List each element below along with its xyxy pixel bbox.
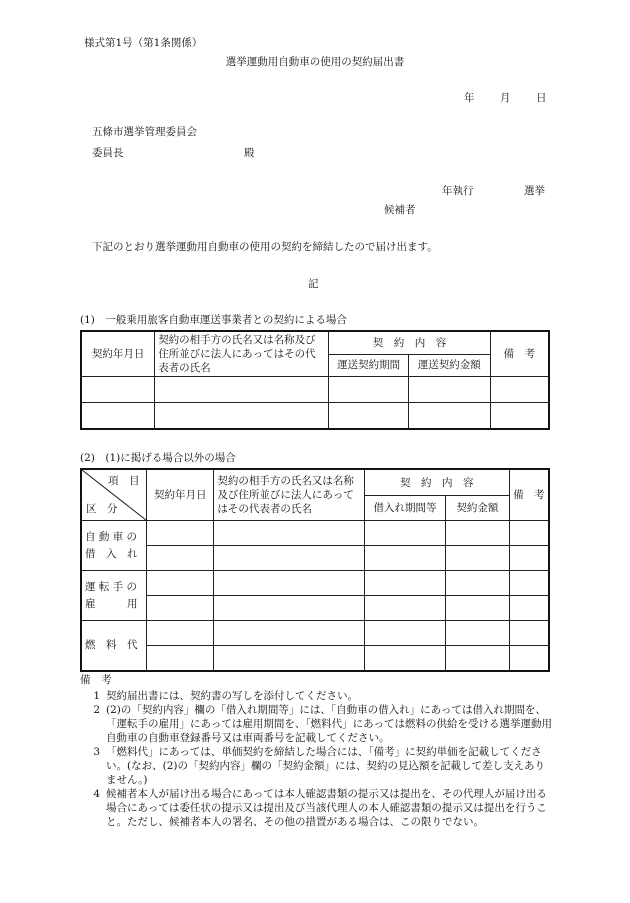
table-cell[interactable] bbox=[155, 377, 329, 403]
s2-diag-top: 項 目 bbox=[108, 475, 140, 487]
date-day-label: 日 bbox=[536, 92, 547, 104]
list-item bbox=[84, 689, 554, 703]
table-cell[interactable] bbox=[155, 403, 329, 429]
table-cell[interactable] bbox=[446, 646, 509, 671]
s2-col-contract: 契 約 内 容 bbox=[364, 469, 509, 496]
note-number: 3 bbox=[93, 746, 100, 758]
table-cell[interactable] bbox=[214, 546, 364, 571]
table-row bbox=[81, 546, 549, 571]
table-cell[interactable] bbox=[490, 377, 549, 403]
table-cell[interactable] bbox=[214, 621, 364, 646]
table-cell[interactable] bbox=[509, 521, 549, 546]
addressee-chair: 委員長 bbox=[92, 147, 124, 159]
table-cell[interactable] bbox=[214, 521, 364, 546]
note-text: 「燃料代」にあっては、単価契約を締結した場合には、「備考」に契約単価を記載してください。(なお、(2)の「契約内容」欄の「契約金額」には、契約の見込額を記載して差し支えありません。) bbox=[106, 746, 545, 786]
table-cell[interactable] bbox=[446, 571, 509, 596]
table-cell[interactable] bbox=[364, 546, 445, 571]
table-cell[interactable] bbox=[364, 521, 445, 546]
section2-heading: (2) (1)に掲げる場合以外の場合 bbox=[80, 452, 236, 464]
table-cell[interactable] bbox=[446, 546, 509, 571]
page-title: 選挙運動用自動車の使用の契約届出書 bbox=[225, 56, 405, 68]
s2-row-driver-label bbox=[81, 571, 147, 621]
list-item bbox=[84, 703, 554, 745]
table-cell[interactable] bbox=[490, 403, 549, 429]
section1-heading: (1) 一般乗用旅客自動車運送事業者との契約による場合 bbox=[80, 314, 347, 326]
table-row bbox=[81, 403, 549, 429]
s1-col-party: 契約の相手方の氏名又は名称及び住所並びに法人にあってはその代表者の氏名 bbox=[155, 331, 329, 377]
s2-row1-line1: 自 動 車 の bbox=[85, 530, 138, 543]
table-cell[interactable] bbox=[364, 596, 445, 621]
table-cell[interactable] bbox=[509, 546, 549, 571]
notes-list bbox=[84, 689, 554, 829]
table-cell[interactable] bbox=[446, 621, 509, 646]
section1-table bbox=[80, 330, 550, 430]
list-item bbox=[84, 787, 554, 829]
s2-col-note: 備 考 bbox=[509, 469, 549, 521]
table-cell[interactable] bbox=[147, 521, 214, 546]
table-cell[interactable] bbox=[509, 596, 549, 621]
addressee-honorific: 殿 bbox=[244, 147, 255, 159]
s2-diagonal-header bbox=[81, 469, 147, 521]
s1-col-amount: 運送契約金額 bbox=[408, 354, 490, 376]
note-number: 2 bbox=[93, 704, 100, 716]
table-cell[interactable] bbox=[147, 596, 214, 621]
table-row bbox=[81, 646, 549, 671]
table-row bbox=[81, 596, 549, 621]
s1-col-contract: 契 約 内 容 bbox=[329, 331, 490, 354]
table-cell[interactable] bbox=[214, 571, 364, 596]
date-month-label: 月 bbox=[500, 92, 511, 104]
s2-row2-line1: 運 転 手 の bbox=[85, 580, 138, 593]
table-cell[interactable] bbox=[81, 403, 155, 429]
table-cell[interactable] bbox=[147, 571, 214, 596]
table-row bbox=[81, 621, 549, 646]
table-row bbox=[81, 571, 549, 596]
table-cell[interactable] bbox=[147, 546, 214, 571]
s2-col-period: 借入れ期間等 bbox=[364, 496, 445, 521]
table-cell[interactable] bbox=[81, 377, 155, 403]
table-row bbox=[81, 377, 549, 403]
note-number: 4 bbox=[93, 788, 100, 800]
note-text: 契約届出書には、契約書の写しを添付してください。 bbox=[106, 690, 358, 702]
note-text: 候補者本人が届け出る場合にあっては本人確認書類の提示又は提出を、その代理人が届け出る場合にあっては委任状の提示又は提出及び当該代理人の本人確認書類の提示又は提出を行うこと。ただし、候補者本人の署名、その他の措置がある場合は、この限りでない。 bbox=[106, 788, 547, 828]
table-cell[interactable] bbox=[509, 646, 549, 671]
table-cell[interactable] bbox=[364, 646, 445, 671]
election-label: 選挙 bbox=[524, 185, 545, 197]
s1-col-period: 運送契約期間 bbox=[329, 354, 409, 376]
addressee-org: 五條市選挙管理委員会 bbox=[92, 126, 197, 138]
s1-col-note: 備 考 bbox=[490, 331, 549, 377]
s2-row-vehicle-label bbox=[81, 521, 147, 571]
ki-label: 記 bbox=[308, 278, 319, 290]
election-year-label: 年執行 bbox=[442, 185, 474, 197]
s1-col-date: 契約年月日 bbox=[81, 331, 155, 377]
table-cell[interactable] bbox=[364, 571, 445, 596]
table-cell[interactable] bbox=[147, 621, 214, 646]
s2-col-amount: 契約金額 bbox=[446, 496, 509, 521]
note-number: 1 bbox=[93, 690, 100, 702]
table-cell[interactable] bbox=[364, 621, 445, 646]
s2-col-party: 契約の相手方の氏名又は名称及び住所並びに法人にあってはその代表者の氏名 bbox=[214, 469, 364, 521]
section2-table bbox=[80, 468, 550, 672]
table-cell[interactable] bbox=[147, 646, 214, 671]
notes-heading: 備 考 bbox=[80, 674, 112, 686]
table-cell[interactable] bbox=[214, 596, 364, 621]
table-cell[interactable] bbox=[408, 403, 490, 429]
date-year-label: 年 bbox=[464, 92, 475, 104]
s2-col-date: 契約年月日 bbox=[147, 469, 214, 521]
table-cell[interactable] bbox=[446, 521, 509, 546]
form-number: 様式第1号（第1条関係） bbox=[84, 37, 203, 49]
s2-row1-line2: 借 入 れ bbox=[85, 547, 138, 560]
table-cell[interactable] bbox=[329, 377, 409, 403]
s2-row-fuel-label: 燃 料 代 bbox=[81, 621, 147, 671]
list-item bbox=[84, 745, 554, 787]
s2-row2-line2: 雇 用 bbox=[85, 597, 138, 610]
body-text: 下記のとおり選挙運動用自動車の使用の契約を締結したので届け出ます。 bbox=[92, 241, 438, 253]
table-cell[interactable] bbox=[408, 377, 490, 403]
table-row bbox=[81, 521, 549, 546]
table-cell[interactable] bbox=[509, 571, 549, 596]
table-cell[interactable] bbox=[214, 646, 364, 671]
table-cell[interactable] bbox=[446, 596, 509, 621]
table-cell[interactable] bbox=[509, 621, 549, 646]
s2-diag-bottom: 区 分 bbox=[86, 503, 118, 515]
note-text: (2)の「契約内容」欄の「借入れ期間等」には、「自動車の借入れ」にあっては借入れ期間を、「運転手の雇用」にあっては雇用期間を、「燃料代」にあっては燃料の供給を受ける選挙運動用自動車の自動車登録番号又は車両番号を記載してください。 bbox=[106, 704, 553, 744]
candidate-label: 候補者 bbox=[384, 204, 416, 216]
table-cell[interactable] bbox=[329, 403, 409, 429]
